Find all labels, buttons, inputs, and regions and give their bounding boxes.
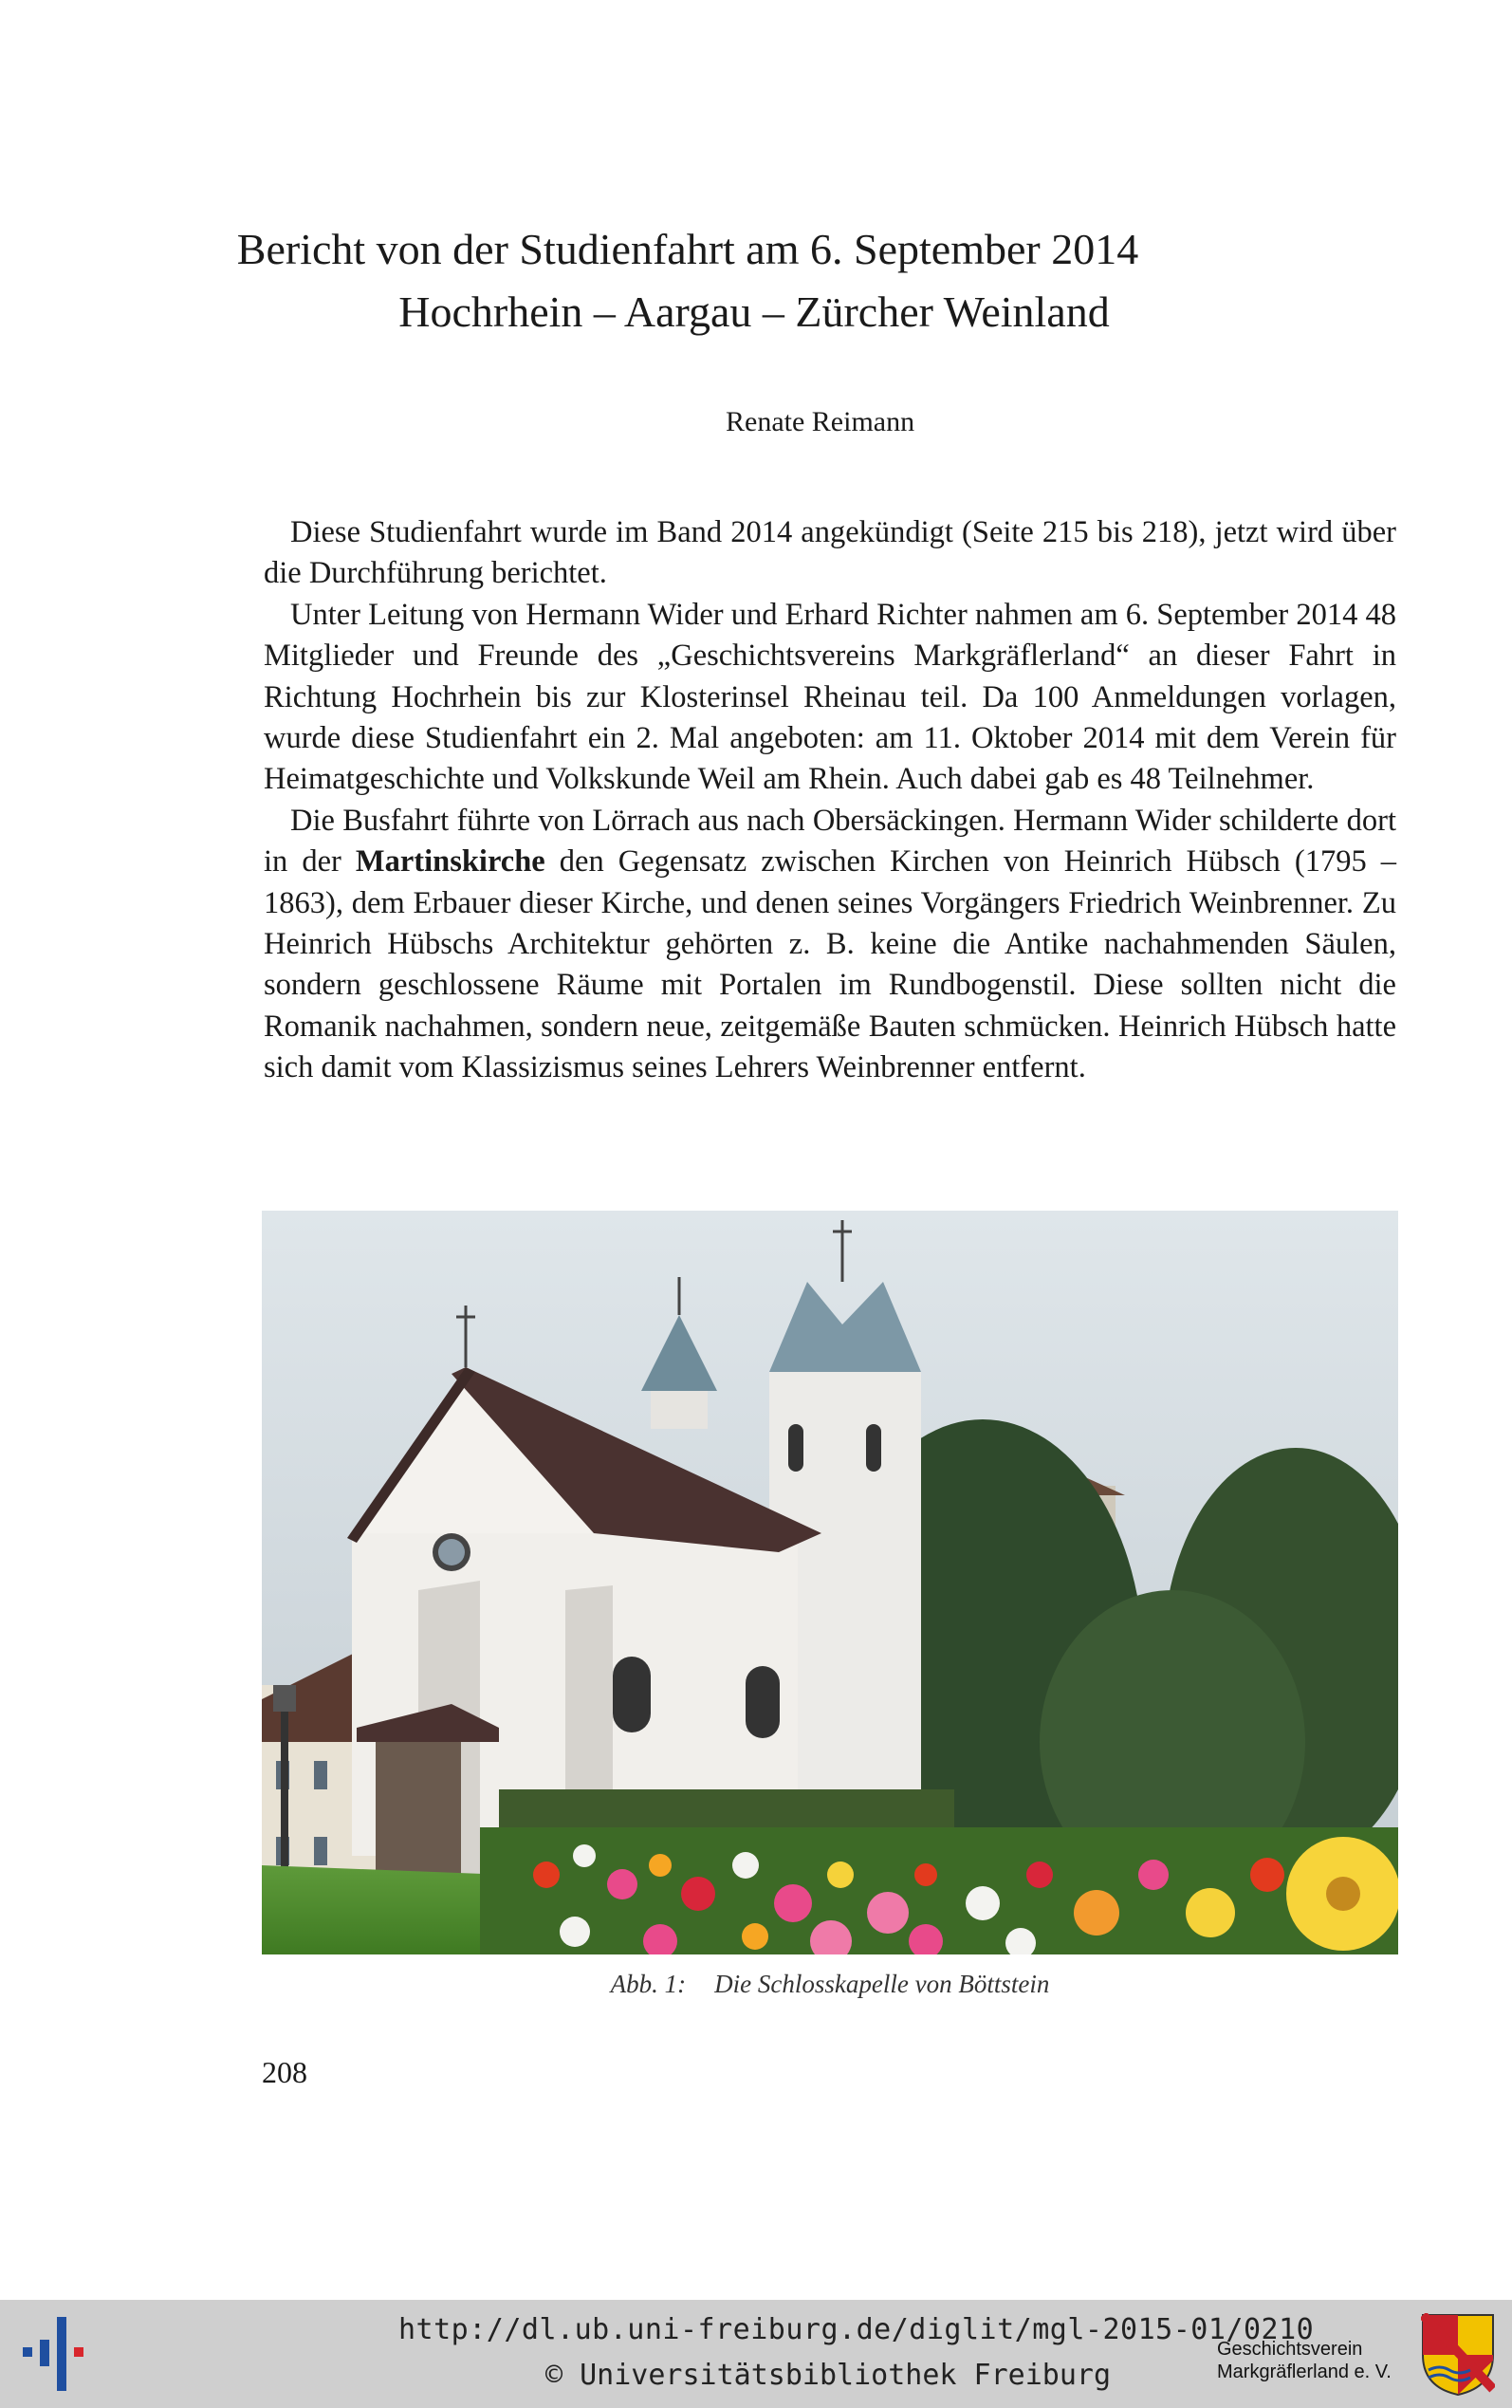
figure-caption-text: Die Schlosskapelle von Böttstein [714, 1970, 1050, 1998]
church-name-bold: Martinskirche [355, 844, 545, 880]
society-line-1: Geschichtsverein [1217, 2339, 1363, 2360]
ub-freiburg-logo-icon [19, 2313, 95, 2395]
page-number: 208 [262, 2055, 307, 2089]
permalink-url[interactable]: http://dl.ub.uni-freiburg.de/diglit/mgl-2015-01/0210 [398, 2313, 1315, 2346]
article-title [190, 218, 1281, 343]
copyright-notice: © Universitätsbibliothek Freiburg [545, 2359, 1112, 2392]
title-line-1: Bericht von der Studienfahrt am 6. September 2014 [236, 225, 1139, 273]
article-body [264, 512, 1396, 1089]
figure-label: Abb. 1: [610, 1970, 687, 1998]
paragraph-3-start: Die Busfahrt führte von Lörrach aus nach Obersäckingen. Hermann Wider schilderte dort in der [264, 803, 1396, 880]
footer-bar [0, 2300, 1512, 2408]
chapel-photo [262, 1211, 1398, 1954]
society-name [1217, 2338, 1392, 2383]
paragraph-1: Diese Studienfahrt wurde im Band 2014 angekündigt (Seite 215 bis 218), jetzt wird über die Durchführung berichtet. [264, 515, 1396, 591]
author-name: Renate Reimann [726, 406, 915, 437]
figure-caption [262, 1970, 1398, 1999]
paragraph-3 [264, 801, 1396, 1089]
coat-of-arms-icon [1421, 2313, 1495, 2397]
paragraph-2: Unter Leitung von Hermann Wider und Erhard Richter nahmen am 6. September 2014 48 Mitglieder und Freunde des „Geschichtsvereins Markgräflerland“ an dieser Fahrt in Richtung Hochrhein bis zur Klosterinsel Rheinau teil. Da 100 Anmeldungen vorlagen, wurde diese Studienfahrt ein 2. Mal angeboten: am 11. Oktober 2014 mit dem Verein für Heimatgeschichte und Volkskunde Weil am Rhein. Auch dabei gab es 48 Teilnehmer. [264, 597, 1396, 797]
paragraph-3-end: den Gegensatz zwischen Kirchen von Heinrich Hübsch (1795 – 1863), dem Erbauer dieser Kirche, und denen seines Vorgängers Friedrich Weinbrenner. Zu Heinrich Hübschs Architektur gehörten z. B. keine die Antike nachahmenden Säulen, sondern geschlossene Räume mit Portalen im Rundbogenstil. Diese sollten nicht die Romanik nachahmen, sondern neue, zeitgemäße Bauten schmücken. Heinrich Hübsch hatte sich damit vom Klassizismus seines Lehrers Weinbrenner entfernt. [264, 844, 1397, 1085]
title-line-2: Hochrhein – Aargau – Zürcher Weinland [398, 287, 1110, 336]
society-line-2: Markgräflerland e. V. [1217, 2362, 1392, 2382]
